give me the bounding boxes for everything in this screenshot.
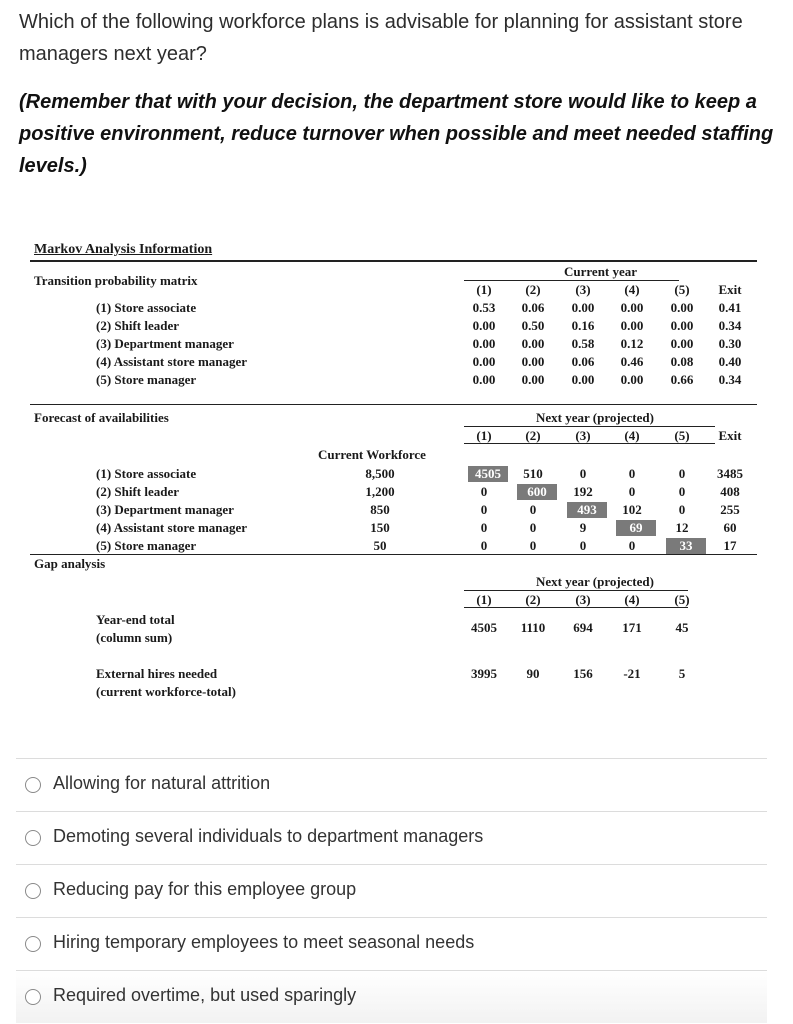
matrix-cell: 0.50	[521, 318, 545, 333]
matrix-cell: 0.16	[571, 318, 595, 333]
forecast-cell: 0	[628, 466, 636, 481]
column-header: (5)	[674, 428, 690, 443]
matrix-cell: 0.00	[620, 372, 644, 387]
workforce-cell: 150	[370, 520, 390, 535]
matrix-cell: 0.06	[521, 300, 545, 315]
column-header: (5)	[674, 592, 690, 607]
forecast-header: Next year (projected)	[536, 410, 654, 425]
year-end-cell: 4505	[471, 620, 497, 635]
highlighted-cell: 69	[616, 520, 656, 536]
external-hires-cell: 90	[526, 666, 540, 681]
column-header: (2)	[525, 282, 541, 297]
forecast-cell: 0	[480, 484, 488, 499]
row-label: (3) Department manager	[96, 502, 234, 517]
column-header: (3)	[575, 592, 591, 607]
forecast-cell: 0	[480, 538, 488, 553]
forecast-cell: 0	[628, 484, 636, 499]
forecast-cell: 0	[480, 520, 488, 535]
column-header: Exit	[718, 428, 742, 443]
workforce-cell: 50	[373, 538, 387, 553]
radio-button[interactable]	[25, 989, 41, 1005]
forecast-cell: 0	[678, 484, 686, 499]
matrix-cell: 0.00	[472, 354, 496, 369]
external-hires-sublabel: (current workforce-total)	[96, 684, 236, 699]
forecast-cell: 0	[628, 538, 636, 553]
forecast-cell: 255	[720, 502, 740, 517]
matrix-cell: 0.00	[521, 336, 545, 351]
option-reducing-pay[interactable]	[16, 864, 767, 917]
row-label: (2) Shift leader	[96, 318, 180, 333]
external-hires-cell: 3995	[471, 666, 497, 681]
figure-title: Markov Analysis Information	[34, 242, 213, 257]
forecast-cell: 408	[720, 484, 740, 499]
column-header: (4)	[624, 592, 640, 607]
option-label: Allowing for natural attrition	[53, 773, 271, 793]
year-end-cell: 45	[675, 620, 689, 635]
matrix-cell: 0.00	[670, 318, 694, 333]
forecast-cell: 12	[675, 520, 689, 535]
year-end-sublabel: (column sum)	[96, 630, 173, 645]
workforce-header: Current Workforce	[318, 447, 426, 462]
matrix-cell: 0.00	[472, 372, 496, 387]
forecast-cell: 0	[529, 502, 537, 517]
radio-button[interactable]	[25, 936, 41, 952]
radio-button[interactable]	[25, 777, 41, 793]
row-label: (5) Store manager	[96, 538, 197, 553]
matrix-cell: 0.06	[571, 354, 595, 369]
forecast-cell: 0	[678, 502, 686, 517]
matrix-cell: 0.08	[670, 354, 694, 369]
column-header: (1)	[476, 592, 492, 607]
workforce-cell: 1,200	[365, 484, 395, 499]
matrix-cell: 0.00	[670, 336, 694, 351]
matrix-cell: 0.34	[718, 372, 742, 387]
row-label: (2) Shift leader	[96, 484, 180, 499]
matrix-cell: 0.00	[670, 300, 694, 315]
option-label: Hiring temporary employees to meet seasonal needs	[53, 932, 475, 952]
forecast-cell: 0	[529, 520, 537, 535]
column-header: (3)	[575, 282, 591, 297]
matrix-cell: 0.00	[571, 300, 595, 315]
matrix-cell: 0.00	[472, 336, 496, 351]
option-required-overtime[interactable]	[16, 970, 767, 1023]
matrix-cell: 0.00	[620, 318, 644, 333]
external-hires-label: External hires needed	[96, 666, 218, 681]
forecast-cell: 60	[723, 520, 737, 535]
external-hires-cell: -21	[623, 666, 641, 681]
row-label: (5) Store manager	[96, 372, 197, 387]
matrix-cell: 0.00	[521, 372, 545, 387]
title-rule	[30, 260, 757, 262]
year-end-cell: 1110	[520, 620, 546, 635]
year-end-cell: 694	[573, 620, 593, 635]
forecast-cell: 0	[678, 466, 686, 481]
column-header: (4)	[624, 428, 640, 443]
option-label: Reducing pay for this employee group	[53, 879, 357, 899]
forecast-label: Forecast of availabilities	[34, 410, 169, 425]
forecast-cell: 0	[579, 466, 587, 481]
option-natural-attrition[interactable]	[16, 758, 767, 811]
current-year-header: Current year	[564, 264, 638, 279]
forecast-cell: 192	[573, 484, 593, 499]
external-hires-cell: 5	[678, 666, 686, 681]
matrix-cell: 0.30	[718, 336, 742, 351]
markov-analysis-figure	[30, 236, 758, 706]
option-demoting[interactable]	[16, 811, 767, 864]
gap-header: Next year (projected)	[536, 574, 654, 589]
forecast-rule	[30, 404, 757, 405]
option-label: Required overtime, but used sparingly	[53, 985, 357, 1005]
year-end-label: Year-end total	[96, 612, 175, 627]
highlighted-cell: 33	[666, 538, 706, 554]
column-header: (3)	[575, 428, 591, 443]
row-label: (4) Assistant store manager	[96, 354, 248, 369]
matrix-cell: 0.41	[718, 300, 742, 315]
question-text: Which of the following workforce plans is advisable for planning for assistant store managers next year?	[19, 11, 743, 65]
forecast-header-rule	[464, 426, 715, 427]
row-label: (4) Assistant store manager	[96, 520, 248, 535]
matrix-cell: 0.58	[571, 336, 595, 351]
workforce-cell: 8,500	[365, 466, 395, 481]
matrix-cell: 0.00	[472, 318, 496, 333]
column-header: (1)	[476, 428, 492, 443]
row-label: (1) Store associate	[96, 300, 197, 315]
transition-label: Transition probability matrix	[34, 273, 198, 288]
forecast-cell: 0	[480, 502, 488, 517]
forecast-cell: 9	[579, 520, 587, 535]
row-label: (3) Department manager	[96, 336, 234, 351]
matrix-cell: 0.53	[472, 300, 496, 315]
highlighted-cell: 4505	[468, 466, 508, 482]
forecast-cell: 510	[523, 466, 543, 481]
forecast-cell: 17	[723, 538, 737, 553]
matrix-cell: 0.46	[620, 354, 644, 369]
answer-options	[16, 758, 767, 1023]
matrix-cell: 0.00	[571, 372, 595, 387]
column-header: (2)	[525, 428, 541, 443]
gap-cols-rule	[464, 607, 688, 608]
forecast-cell: 0	[529, 538, 537, 553]
gap-label: Gap analysis	[34, 556, 106, 571]
current-year-rule	[464, 280, 679, 281]
radio-button[interactable]	[25, 883, 41, 899]
highlighted-cell: 600	[517, 484, 557, 500]
forecast-cell: 0	[579, 538, 587, 553]
question-note: (Remember that with your decision, the department store would like to keep a positive environment, reduce turnover when possible and meet needed staffing levels.)	[19, 91, 774, 177]
column-header: (4)	[624, 282, 640, 297]
forecast-cell: 102	[622, 502, 642, 517]
column-header: (2)	[525, 592, 541, 607]
year-end-cell: 171	[622, 620, 642, 635]
matrix-cell: 0.40	[718, 354, 742, 369]
matrix-cell: 0.66	[670, 372, 694, 387]
column-header: (5)	[674, 282, 690, 297]
matrix-cell: 0.00	[620, 300, 644, 315]
forecast-bottom-rule	[30, 554, 757, 555]
external-hires-cell: 156	[573, 666, 593, 681]
forecast-cell: 3485	[717, 466, 743, 481]
option-temporary-employees[interactable]	[16, 917, 767, 970]
option-label: Demoting several individuals to department managers	[53, 826, 484, 846]
radio-button[interactable]	[25, 830, 41, 846]
row-label: (1) Store associate	[96, 466, 197, 481]
matrix-cell: 0.00	[521, 354, 545, 369]
highlighted-cell: 493	[567, 502, 607, 518]
gap-header-rule	[464, 590, 688, 591]
matrix-cell: 0.12	[620, 336, 644, 351]
column-header: Exit	[718, 282, 742, 297]
matrix-cell: 0.34	[718, 318, 742, 333]
column-header: (1)	[476, 282, 492, 297]
workforce-cell: 850	[370, 502, 390, 517]
